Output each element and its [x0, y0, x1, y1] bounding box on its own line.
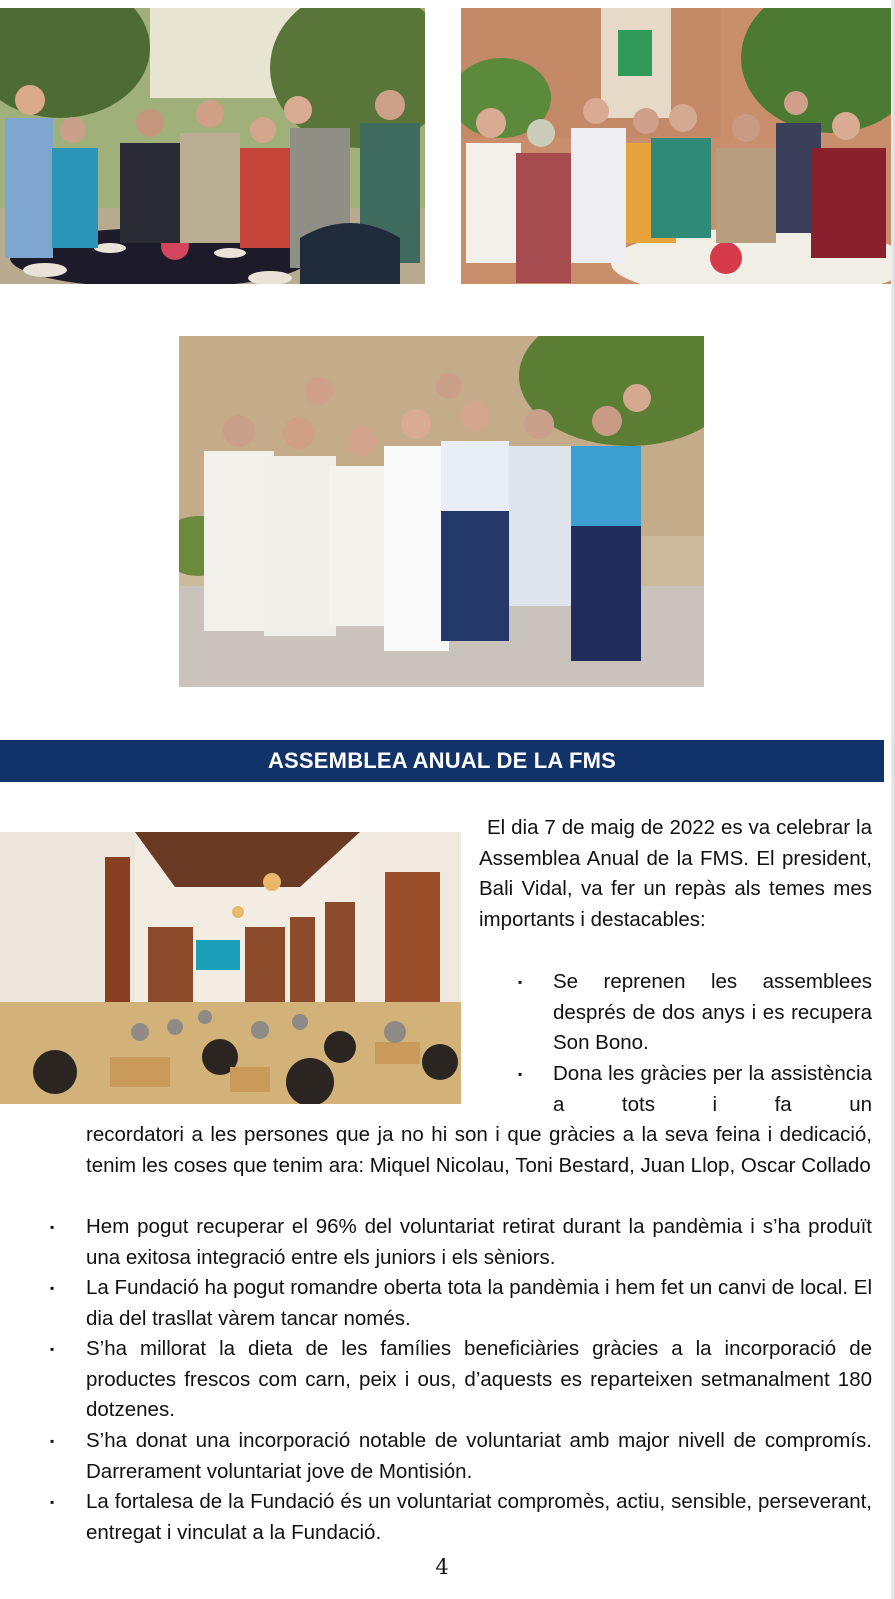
- page-edge-shadow: [891, 0, 895, 1599]
- bullet-marker: ▪: [50, 1434, 55, 1448]
- bullet-marker: ▪: [50, 1220, 55, 1234]
- photo-dinner-group-right: [461, 8, 891, 284]
- bullet-text: Dona les gràcies per la assistència a tots i fa un: [553, 1062, 872, 1116]
- bullet-text: La fortalesa de la Fundació és un voluntariat compromès, actiu, sensible, perseverant, entregat i vinculat a la Fundació.: [86, 1490, 872, 1544]
- bullet-text: Se reprenen les assemblees després de dos anys i es recupera Son Bono.: [553, 970, 872, 1054]
- bullet-text: Hem pogut recuperar el 96% del voluntariat retirat durant la pandèmia i s’ha produït una exitosa integració entre els juniors i els sèniors.: [86, 1215, 872, 1269]
- bullet-text: La Fundació ha pogut romandre oberta tota la pandèmia i hem fet un canvi de local. El dia del trasllat vàrem tancar només.: [86, 1276, 872, 1330]
- bullet-marker: ▪: [518, 975, 523, 989]
- section-title-banner: [0, 740, 884, 782]
- bullet-marker: ▪: [50, 1342, 55, 1356]
- photo-assembly-room: [0, 832, 461, 1104]
- bullet-continuation: [86, 1120, 872, 1181]
- list-item: [518, 967, 872, 1059]
- section-title: ASSEMBLEA ANUAL DE LA FMS: [267, 748, 617, 773]
- list-item: [50, 1334, 872, 1426]
- bullet-text: recordatori a les persones que ja no hi son i que gràcies a la seva feina i dedicació, tenim les coses que tenim ara: Miquel Nicolau, Toni Bestard, Juan Llop, Oscar Collado: [86, 1123, 872, 1177]
- bullet-marker: ▪: [50, 1495, 55, 1509]
- list-item: [518, 1059, 872, 1120]
- list-item: [50, 1426, 872, 1487]
- bullet-marker: ▪: [518, 1067, 523, 1081]
- bullet-text: S’ha donat una incorporació notable de voluntariat amb major nivell de compromís. Darrerament voluntariat jove de Montisión.: [86, 1429, 872, 1483]
- intro-paragraph: El dia 7 de maig de 2022 es va celebrar la Assemblea Anual de la FMS. El president, Bali Vidal, va fer un repàs als temes mes importants i destacables:: [479, 816, 872, 931]
- page-number: 4: [435, 1555, 449, 1579]
- photo-dinner-group-left: [0, 8, 425, 284]
- bullet-text: S’ha millorat la dieta de les famílies beneficiàries gràcies a la incorporació de productes frescos com carn, peix i ous, d’aquests es reparteixen setmanalment 180 dotzenes.: [86, 1337, 872, 1421]
- list-item: [50, 1212, 872, 1273]
- bullet-marker: ▪: [50, 1281, 55, 1295]
- list-item: [50, 1273, 872, 1334]
- list-item: [50, 1487, 872, 1548]
- photo-group-sisters: [179, 336, 704, 687]
